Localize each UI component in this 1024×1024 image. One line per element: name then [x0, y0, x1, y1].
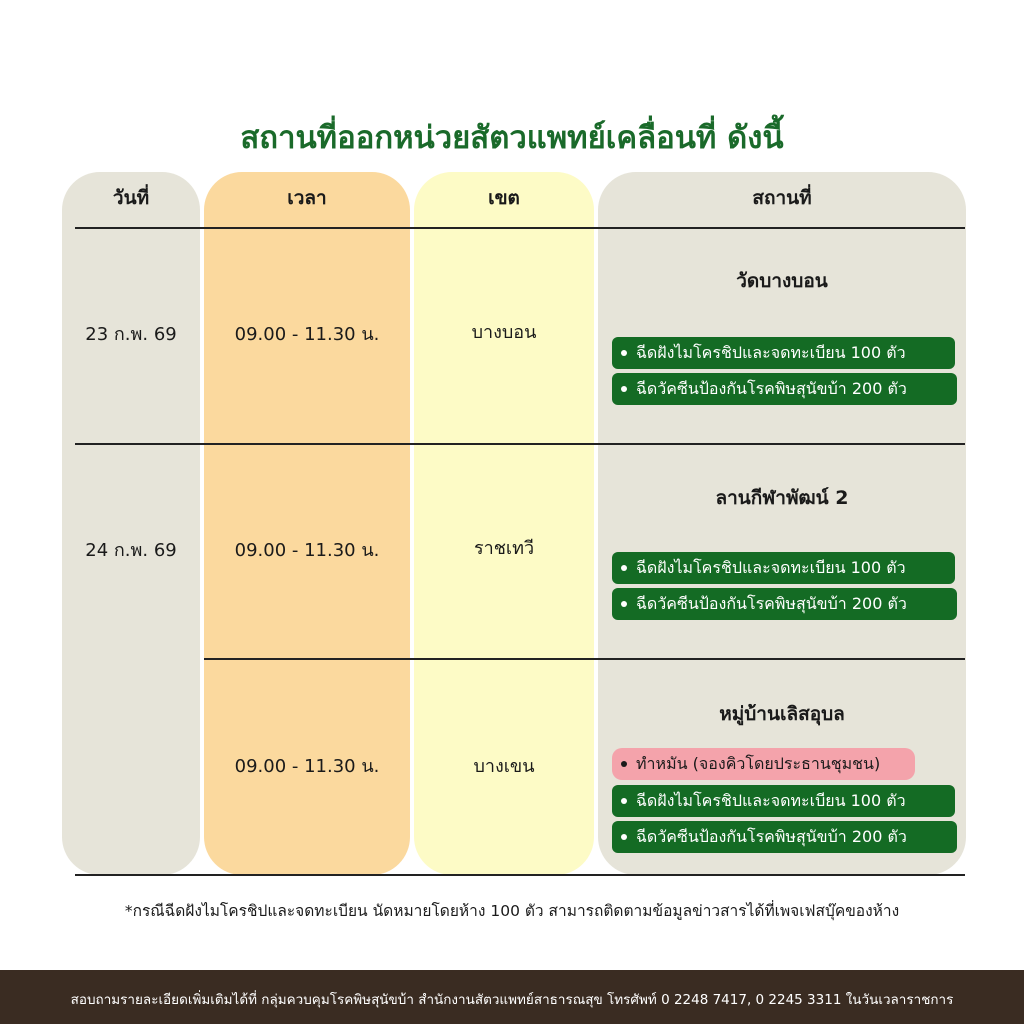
header-time: เวลา	[287, 187, 327, 209]
row-place-name: หมู่บ้านเลิสอุบล	[719, 703, 845, 725]
header-place: สถานที่	[752, 187, 812, 209]
row-area: ราชเทวี	[473, 538, 535, 559]
row-area: บางเขน	[473, 756, 535, 777]
highlight-pill: ทำหมัน (จองคิวโดยประธานชุมชน)	[612, 748, 915, 780]
page-title: สถานที่ออกหน่วยสัตวแพทย์เคลื่อนที่ ดังนี้	[240, 120, 784, 156]
row-place-name: วัดบางบอน	[736, 270, 828, 292]
row-divider-2	[204, 658, 965, 660]
service-pill: ฉีดฝังไมโครชิปและจดทะเบียน 100 ตัว	[612, 785, 955, 817]
service-pill: ฉีดวัคซีนป้องกันโรคพิษสุนัขบ้า 200 ตัว	[612, 821, 957, 853]
row-time: 09.00 - 11.30 น.	[234, 540, 380, 561]
row-date: 24 ก.พ. 69	[85, 540, 177, 561]
row-area: บางบอน	[471, 322, 537, 343]
date-column	[62, 172, 200, 875]
service-pill: ฉีดวัคซีนป้องกันโรคพิษสุนัขบ้า 200 ตัว	[612, 373, 957, 405]
header-area: เขต	[488, 187, 520, 209]
service-pill: ฉีดฝังไมโครชิปและจดทะเบียน 100 ตัว	[612, 337, 955, 369]
row-date: 23 ก.พ. 69	[85, 324, 177, 345]
row-place-name: ลานกีฬาพัฒน์ 2	[715, 487, 849, 509]
service-pill: ฉีดวัคซีนป้องกันโรคพิษสุนัขบ้า 200 ตัว	[612, 588, 957, 620]
row-time: 09.00 - 11.30 น.	[234, 324, 380, 345]
footer-contact-text: สอบถามรายละเอียดเพิ่มเติมได้ที่ กลุ่มควบคุมโรคพิษสุนัขบ้า สำนักงานสัตวแพทย์สาธารณสุข โทรศัพท์ 0 2248 7417, 0 2245 3311 ในวันเวลาราชการ	[70, 992, 954, 1008]
row-time: 09.00 - 11.30 น.	[234, 756, 380, 777]
footnote: *กรณีฉีดฝังไมโครชิปและจดทะเบียน นัดหมายโดยห้าง 100 ตัว สามารถติดตามข้อมูลข่าวสารได้ที่เพจเฟสบุ๊คของห้าง	[124, 902, 900, 920]
header-date: วันที่	[112, 187, 150, 209]
row-divider-1	[75, 443, 965, 445]
header-divider	[75, 227, 965, 229]
service-pill: ฉีดฝังไมโครชิปและจดทะเบียน 100 ตัว	[612, 552, 955, 584]
table-bottom-line	[75, 874, 965, 876]
